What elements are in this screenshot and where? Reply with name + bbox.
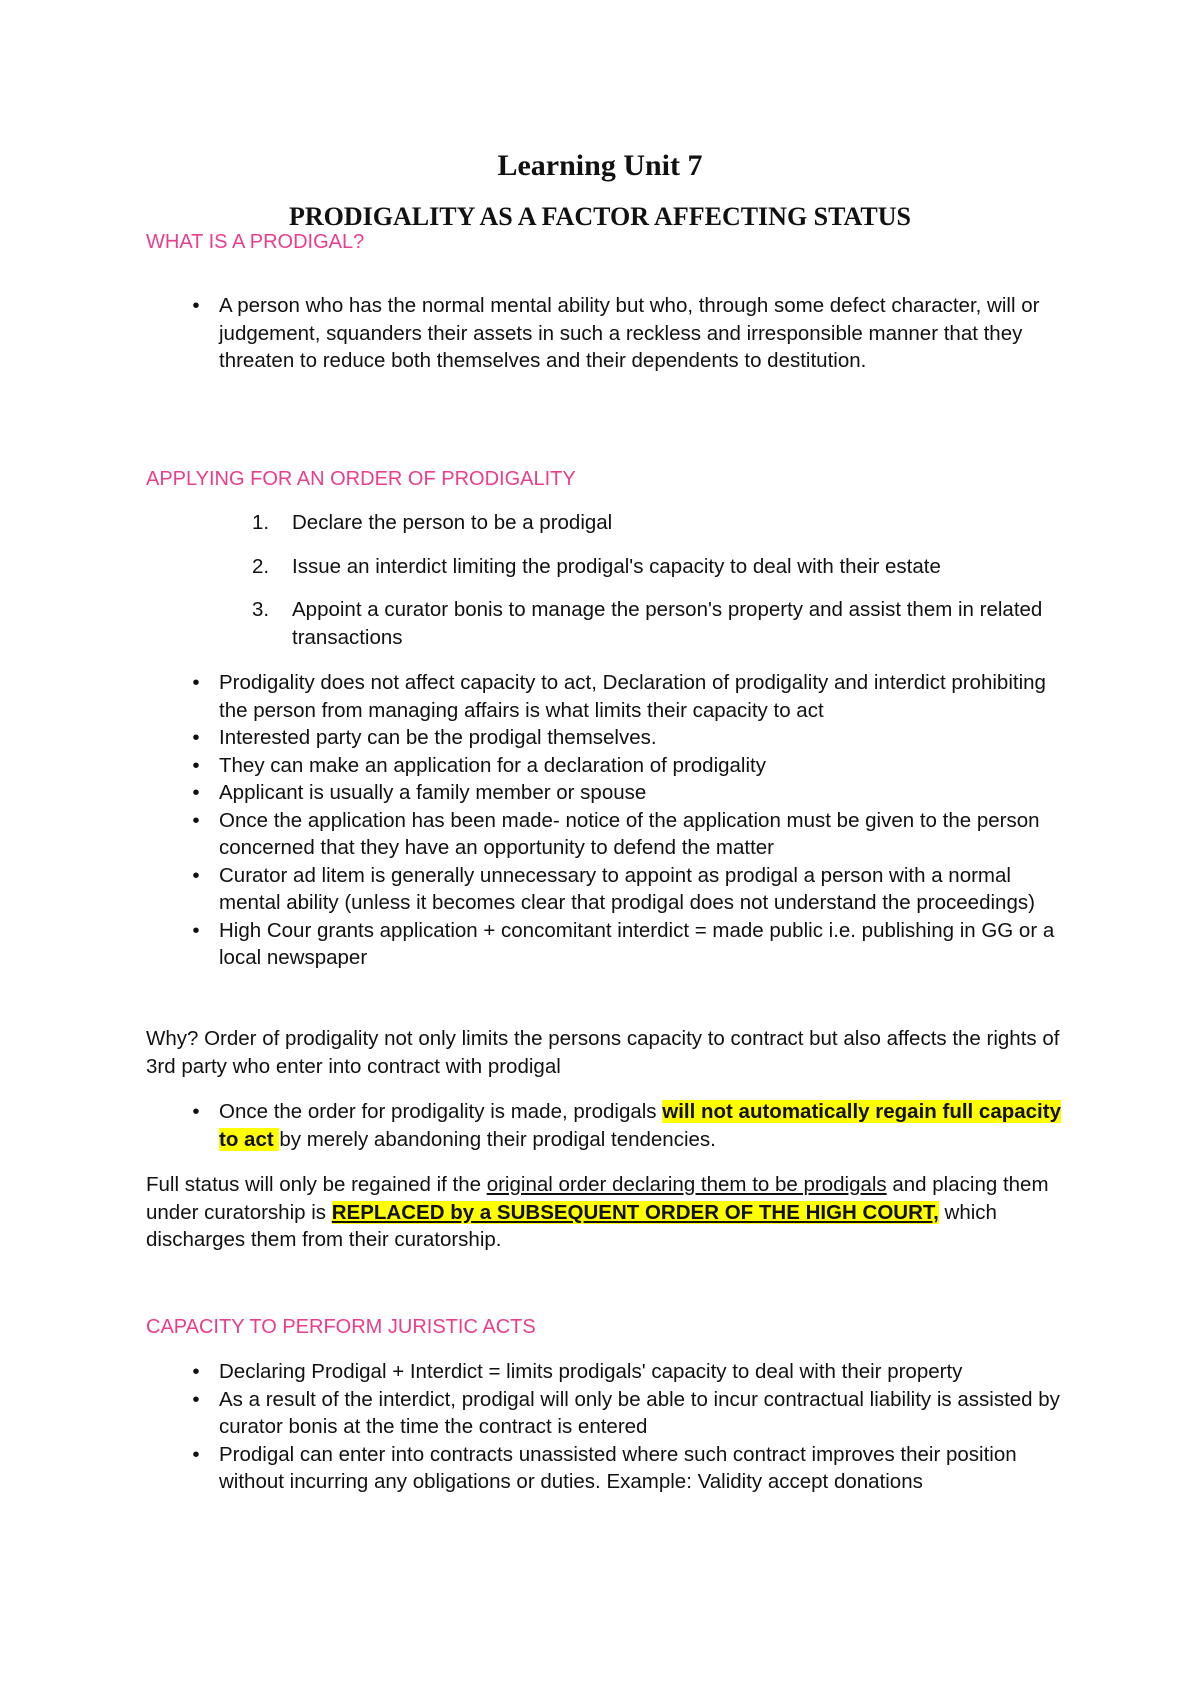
list-item: • Once the order for prodigality is made, prodigals will not automatically regain full capacity to act by merely abandoning their prodigal tendencies. bbox=[146, 1098, 1066, 1153]
bullet-icon: • bbox=[192, 753, 200, 777]
bullet-icon: • bbox=[192, 1100, 200, 1123]
list-item: • High Cour grants application + concomitant interdict = made public i.e. publishing in GG or a local newspaper bbox=[146, 917, 1066, 972]
list-item: • Curator ad litem is generally unnecessary to appoint as prodigal a person with a normal mental ability (unless it becomes clear that prodigal does not understand the proceedings) bbox=[146, 862, 1066, 917]
underlined-text: original order declaring them to be prodigals bbox=[486, 1173, 887, 1196]
list-item: 3. Appoint a curator bonis to manage the person's property and assist them in related transactions bbox=[252, 598, 1043, 649]
bullet-icon: • bbox=[192, 863, 200, 887]
bullet-icon: • bbox=[192, 781, 200, 804]
list-item: • Declaring Prodigal + Interdict = limits prodigals' capacity to deal with their property bbox=[146, 1358, 1066, 1386]
why-paragraph: Why? Order of prodigality not only limits the persons capacity to contract but also affects the rights of 3rd party who enter into contract with prodigal bbox=[146, 1027, 1060, 1078]
highlighted-text: will not automatically regain full capacity to act bbox=[219, 1100, 1061, 1151]
numbered-list bbox=[146, 509, 1066, 651]
regain-bullet-list bbox=[146, 1098, 1066, 1153]
full-status-paragraph: Full status will only be regained if the original order declaring them to be prodigals and placing them under curatorship is REPLACED by a SUBSEQUENT ORDER OF THE HIGH COURT, which discharges them from their curatorship. bbox=[146, 1173, 1049, 1251]
list-item: • A person who has the normal mental ability but who, through some defect character, will or judgement, squanders their assets in such a reckless and irresponsible manner that they threaten to reduce both themselves and their dependents to destitution. bbox=[146, 292, 1066, 375]
page-subtitle: PRODIGALITY AS A FACTOR AFFECTING STATUS bbox=[289, 202, 911, 231]
heading-applying-for-order: APPLYING FOR AN ORDER OF PRODIGALITY bbox=[146, 468, 576, 490]
capacity-bullet-list bbox=[146, 1358, 1066, 1496]
list-item: • Applicant is usually a family member or spouse bbox=[146, 779, 1066, 807]
list-item: 1. Declare the person to be a prodigal bbox=[252, 511, 613, 534]
list-item: • Prodigal can enter into contracts unassisted where such contract improves their position without incurring any obligations or duties. Example: Validity accept donations bbox=[146, 1441, 1066, 1496]
list-item: • As a result of the interdict, prodigal will only be able to incur contractual liability is assisted by curator bonis at the time the contract is entered bbox=[146, 1386, 1066, 1441]
heading-what-is-a-prodigal: WHAT IS A PRODIGAL? bbox=[146, 231, 365, 253]
bullet-icon: • bbox=[192, 726, 200, 749]
heading-capacity-juristic-acts: CAPACITY TO PERFORM JURISTIC ACTS bbox=[146, 1316, 536, 1338]
bullet-icon: • bbox=[192, 671, 200, 694]
list-item: • Once the application has been made- notice of the application must be given to the person concerned that they have an opportunity to defend the matter bbox=[146, 807, 1066, 862]
highlighted-text: REPLACED by a SUBSEQUENT ORDER OF THE HIGH COURT, bbox=[331, 1200, 939, 1224]
bullet-icon: • bbox=[192, 1360, 200, 1383]
list-item: • Prodigality does not affect capacity to act, Declaration of prodigality and interdict prohibiting the person from managing affairs is what limits their capacity to act bbox=[146, 669, 1066, 724]
list-item: • Interested party can be the prodigal themselves. bbox=[146, 724, 1066, 752]
list-item: • They can make an application for a declaration of prodigality bbox=[146, 752, 1066, 780]
definition-list bbox=[146, 292, 1066, 375]
bullet-icon: • bbox=[192, 918, 200, 942]
bullet-icon: • bbox=[192, 1387, 200, 1411]
bullet-icon: • bbox=[192, 294, 200, 317]
application-bullet-list bbox=[146, 669, 1066, 972]
bullet-icon: • bbox=[192, 808, 200, 832]
page-title: Learning Unit 7 bbox=[497, 149, 703, 182]
list-item: 2. Issue an interdict limiting the prodigal's capacity to deal with their estate bbox=[252, 554, 941, 578]
bullet-icon: • bbox=[192, 1442, 200, 1466]
